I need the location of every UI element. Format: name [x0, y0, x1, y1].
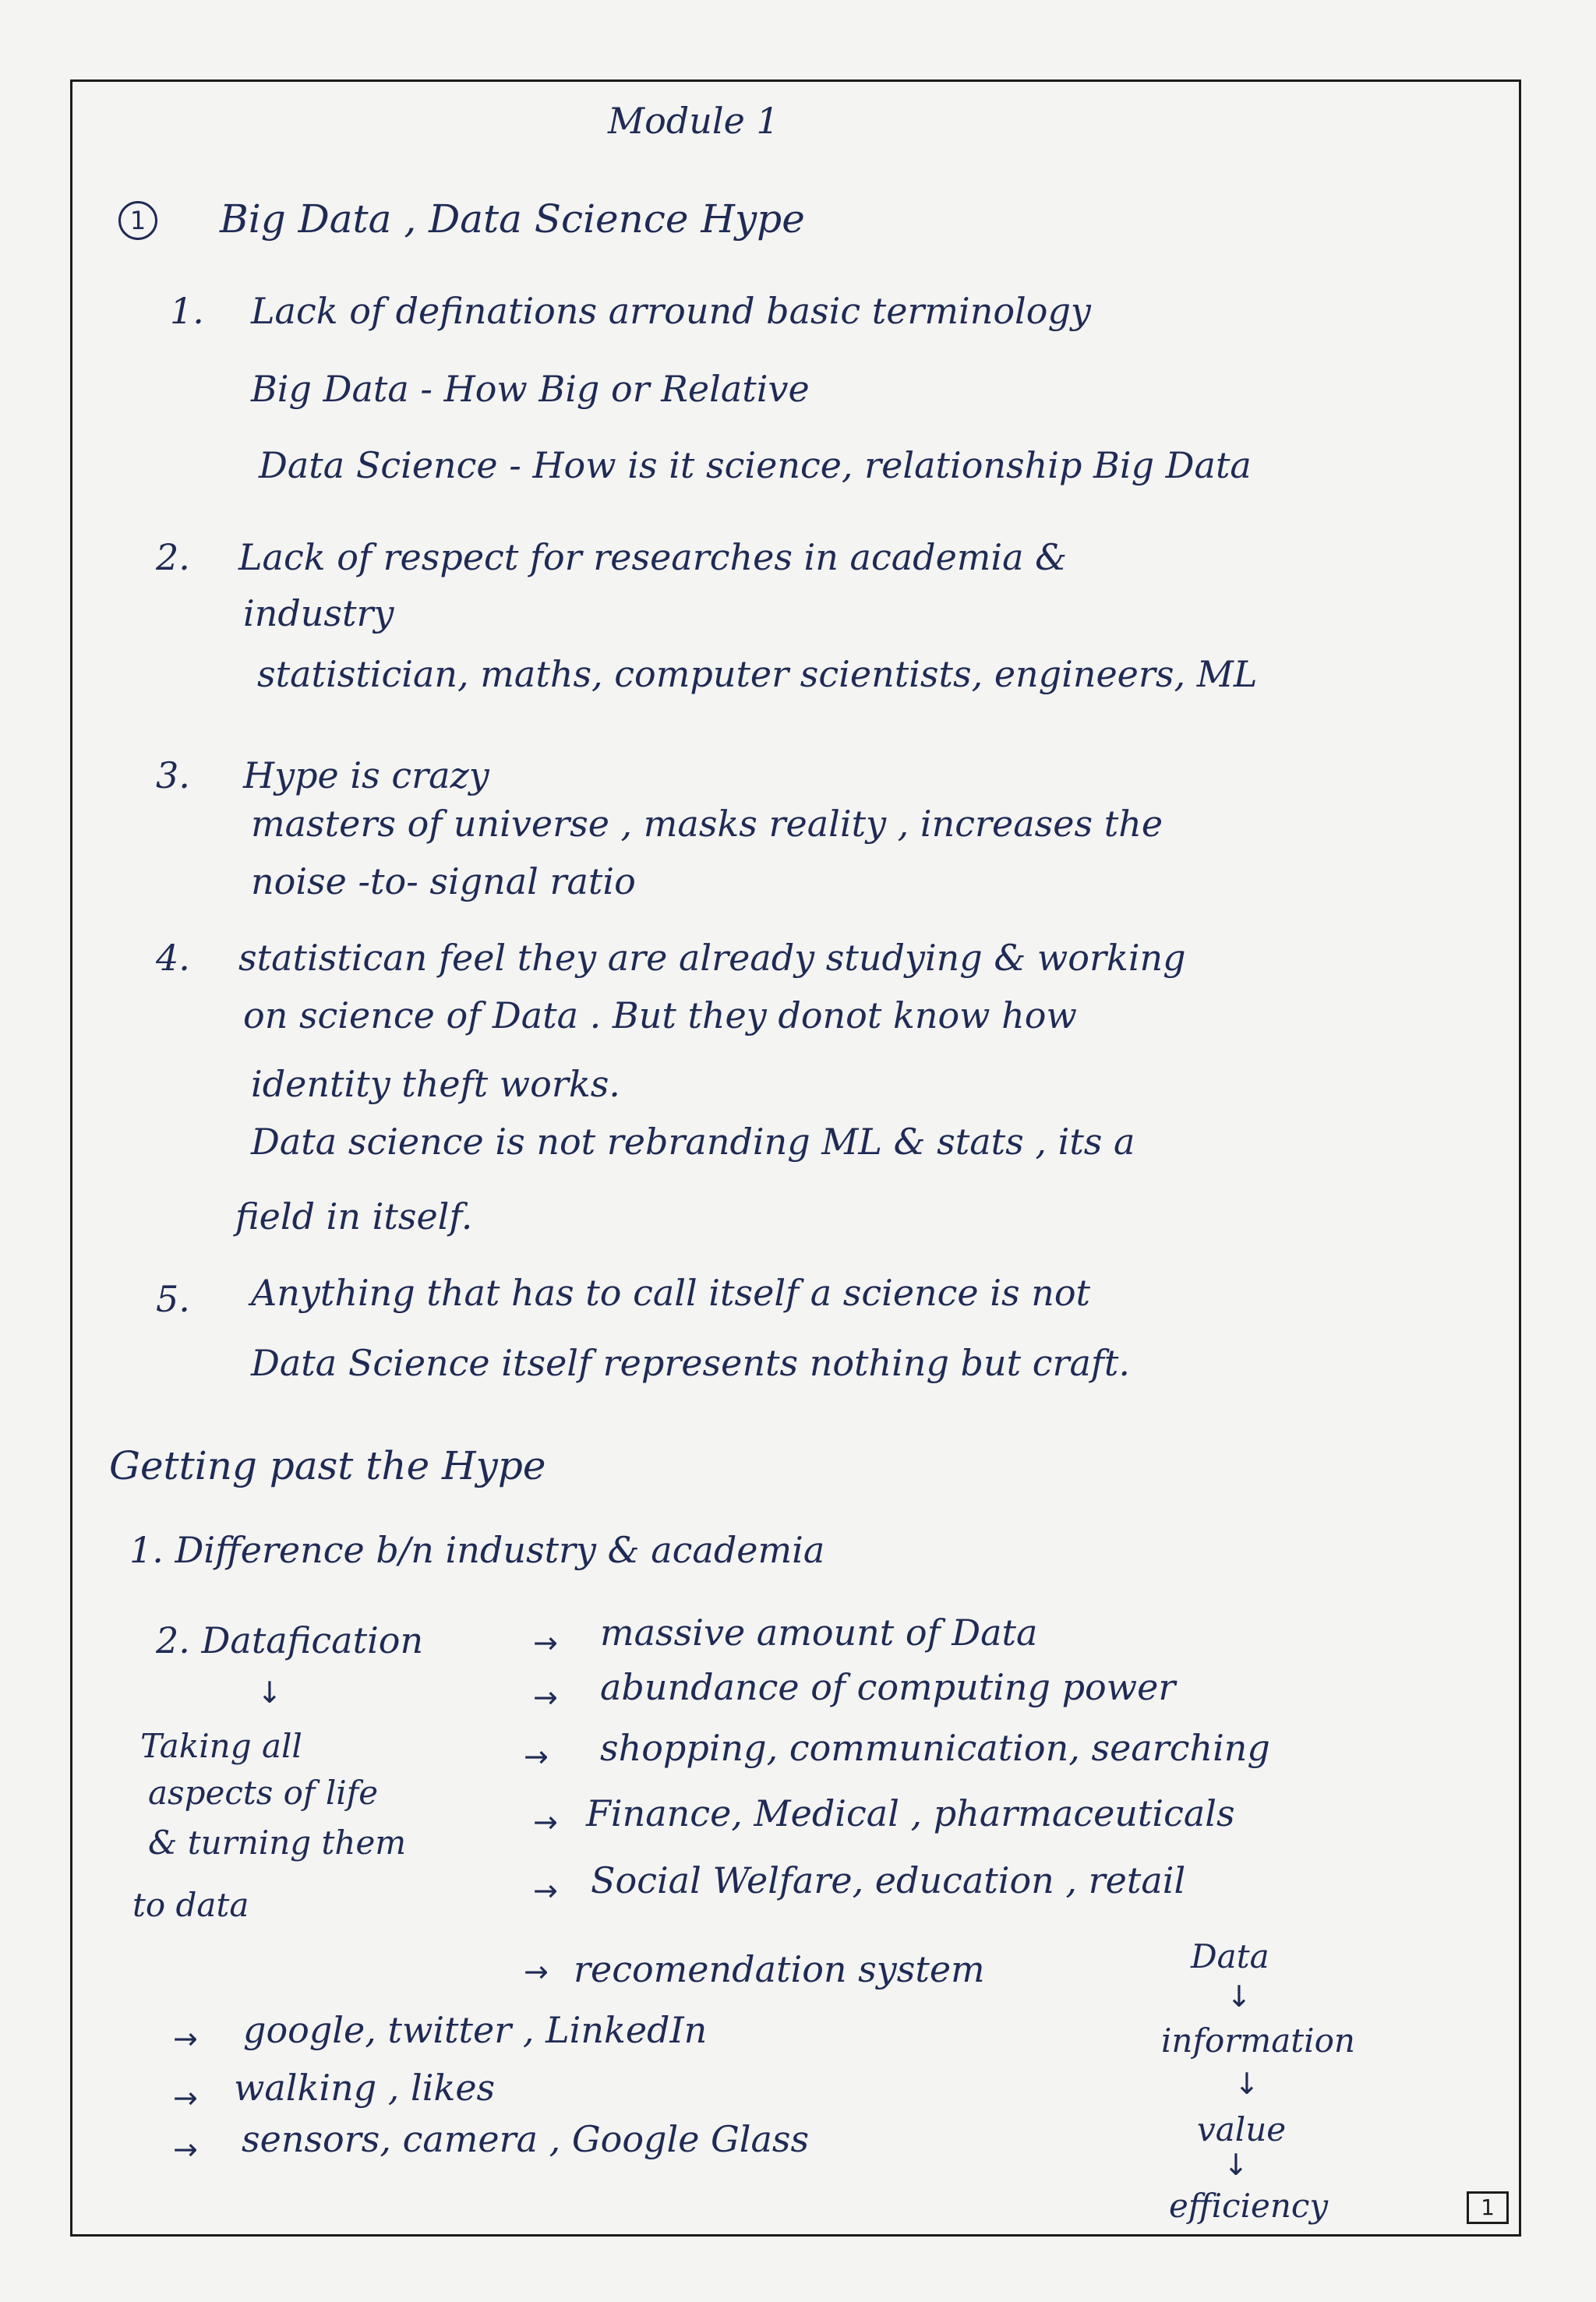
definition-line: & turning them — [148, 1824, 407, 1862]
right-arrow-icon: → — [533, 1805, 558, 1839]
right-arrow-icon: → — [173, 2081, 198, 2115]
arrow-item: recomendation system — [574, 1948, 985, 1990]
arrow-item: shopping, communication, searching — [600, 1727, 1270, 1769]
point-line: 1. Difference b/n industry & academia — [129, 1529, 825, 1571]
point-line: identity theft works. — [251, 1063, 620, 1105]
point-line: field in itself. — [235, 1195, 473, 1238]
definition-line: Taking all — [140, 1727, 302, 1765]
definition-line: to data — [132, 1886, 249, 1924]
arrow-item: Finance, Medical , pharmaceuticals — [586, 1792, 1235, 1834]
right-arrow-icon: → — [533, 1873, 558, 1908]
down-arrow-icon: ↓ — [1223, 2148, 1248, 2182]
arrow-item: Social Welfare, education , retail — [591, 1859, 1186, 1901]
point-line: Lack of respect for researches in academia & — [238, 536, 1068, 578]
point-line: Data science is not rebranding ML & stats , its a — [251, 1121, 1135, 1163]
point-number: 1. — [170, 290, 204, 332]
down-arrow-icon: ↓ — [257, 1675, 282, 1710]
source-item: sensors, camera , Google Glass — [242, 2118, 810, 2160]
right-arrow-icon: → — [524, 1954, 549, 1989]
flow-step: value — [1197, 2110, 1287, 2148]
point-line: Big Data - How Big or Relative — [251, 368, 810, 410]
right-arrow-icon: → — [533, 1680, 558, 1714]
point-line: statistican feel they are already studying & working — [238, 937, 1186, 979]
point-line: Data Science itself represents nothing but craft. — [251, 1342, 1131, 1384]
point-line: Data Science - How is it science, relationship Big Data — [259, 444, 1252, 486]
section-heading: Getting past the Hype — [109, 1443, 546, 1488]
right-arrow-icon: → — [173, 2132, 198, 2166]
source-item: google, twitter , LinkedIn — [243, 2009, 708, 2051]
right-arrow-icon: → — [524, 1739, 549, 1774]
point-number: 2. — [156, 536, 190, 578]
point-number: 3. — [156, 754, 190, 796]
flow-step: efficiency — [1169, 2187, 1329, 2225]
section-heading: Big Data , Data Science Hype — [220, 196, 805, 242]
definition-line: aspects of life — [148, 1774, 379, 1812]
point-number: 5. — [156, 1278, 190, 1320]
point-line: noise -to- signal ratio — [251, 860, 636, 902]
page-number: 1 — [1467, 2191, 1509, 2224]
right-arrow-icon: → — [173, 2021, 198, 2056]
down-arrow-icon: ↓ — [1234, 2067, 1259, 2101]
right-arrow-icon: → — [533, 1626, 558, 1660]
arrow-item: abundance of computing power — [600, 1666, 1176, 1708]
page-title: Module 1 — [608, 100, 779, 142]
point-number: 4. — [156, 937, 190, 979]
point-line: statistician, maths, computer scientists, engineers, ML — [257, 653, 1258, 695]
point-line: Lack of definations arround basic terminology — [251, 290, 1091, 332]
datafication-label: 2. Datafication — [156, 1619, 424, 1661]
point-line: Anything that has to call itself a science is not — [251, 1272, 1091, 1314]
source-item: walking , likes — [234, 2067, 496, 2109]
arrow-item: massive amount of Data — [600, 1612, 1038, 1654]
flow-step: Data — [1191, 1937, 1269, 1975]
point-line: industry — [243, 592, 394, 634]
flow-step: information — [1161, 2021, 1355, 2060]
section-number: 1 — [118, 201, 157, 240]
point-line: on science of Data . But they donot know how — [243, 994, 1077, 1036]
down-arrow-icon: ↓ — [1227, 1979, 1252, 2014]
point-line: masters of universe , masks reality , increases the — [251, 803, 1163, 845]
point-line: Hype is crazy — [243, 754, 489, 796]
